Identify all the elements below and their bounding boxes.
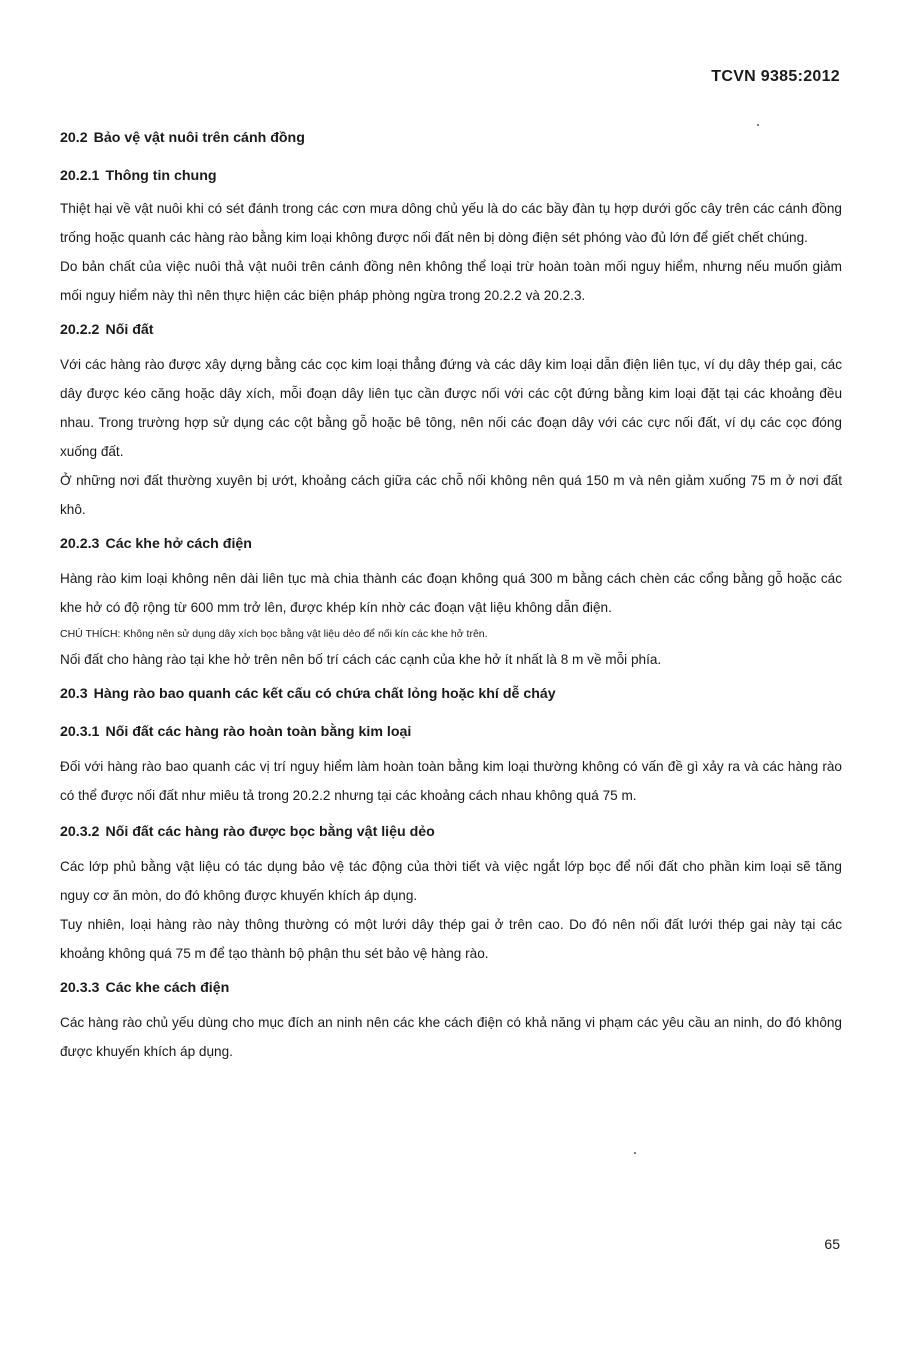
section-number: 20.3 bbox=[60, 686, 88, 702]
standard-code: TCVN 9385:2012 bbox=[711, 68, 840, 85]
section-heading-20-3-1 bbox=[60, 722, 842, 742]
section-heading-20-2-1 bbox=[60, 166, 842, 186]
section-title: Hàng rào bao quanh các kết cấu có chứa chất lỏng hoặc khí dễ cháy bbox=[93, 686, 556, 702]
paragraph: Đối với hàng rào bao quanh các vị trí nguy hiểm làm hoàn toàn bằng kim loại thường không có vấn đề gì xảy ra và các hàng rào có thể được nối đất như miêu tả trong 20.2.2 nhưng tại các khoảng cách nhau không quá 75 m. bbox=[60, 759, 842, 803]
section-title: Thông tin chung bbox=[105, 168, 217, 184]
section-title: Các khe cách điện bbox=[105, 980, 230, 996]
section-title: Các khe hở cách điện bbox=[105, 536, 252, 552]
paragraph: Các hàng rào chủ yếu dùng cho mục đích an ninh nên các khe cách điện có khả năng vi phạm các yêu cầu an ninh, do đó không được khuyến khích áp dụng. bbox=[60, 1015, 842, 1059]
scan-speck bbox=[634, 1152, 636, 1154]
section-number: 20.2.3 bbox=[60, 536, 100, 552]
paragraph: Do bản chất của việc nuôi thả vật nuôi trên cánh đồng nên không thể loại trừ hoàn toàn mối nguy hiểm, nhưng nếu muốn giảm mối nguy hiểm này thì nên thực hiện các biện pháp phòng ngừa trong 20.2.2 và 20.2.3. bbox=[60, 259, 842, 303]
page-content bbox=[60, 128, 842, 1066]
paragraph: Tuy nhiên, loại hàng rào này thông thường có một lưới dây thép gai ở trên cao. Do đó nên nối đất lưới thép gai này tại các khoảng không quá 75 m để tạo thành bộ phận thu sét bảo vệ hàng rào. bbox=[60, 917, 842, 961]
section-heading-20-2-3 bbox=[60, 534, 842, 554]
section-heading-20-3 bbox=[60, 684, 842, 704]
section-title: Nối đất bbox=[105, 322, 154, 338]
section-number: 20.3.3 bbox=[60, 980, 100, 996]
section-heading-20-3-3 bbox=[60, 978, 842, 998]
section-heading-20-3-2 bbox=[60, 822, 842, 842]
section-number: 20.2 bbox=[60, 130, 88, 146]
paragraph: Nối đất cho hàng rào tại khe hở trên nên bố trí cách các cạnh của khe hở ít nhất là 8 m về mỗi phía. bbox=[60, 652, 662, 667]
note: CHÚ THÍCH: Không nên sử dụng dây xích bọc bằng vật liệu dẻo để nối kín các khe hở trên. bbox=[60, 628, 488, 640]
section-title: Nối đất các hàng rào hoàn toàn bằng kim loại bbox=[105, 724, 412, 740]
section-heading-20-2-2 bbox=[60, 320, 842, 340]
section-number: 20.3.2 bbox=[60, 824, 100, 840]
section-title: Nối đất các hàng rào được bọc bằng vật liệu dẻo bbox=[105, 824, 435, 840]
section-heading-20-2 bbox=[60, 128, 842, 148]
section-number: 20.2.1 bbox=[60, 168, 100, 184]
paragraph: Thiệt hại về vật nuôi khi có sét đánh trong các cơn mưa dông chủ yếu là do các bầy đàn tụ hợp dưới gốc cây trên các cánh đồng trống hoặc quanh các hàng rào bằng kim loại không được nối đất nên bị dòng điện sét phóng vào đủ lớn để giết chết chúng. bbox=[60, 201, 842, 245]
paragraph: Ở những nơi đất thường xuyên bị ướt, khoảng cách giữa các chỗ nối không nên quá 150 m và nên giảm xuống 75 m ở nơi đất khô. bbox=[60, 473, 842, 517]
section-number: 20.2.2 bbox=[60, 322, 100, 338]
paragraph: Các lớp phủ bằng vật liệu có tác dụng bảo vệ tác động của thời tiết và việc ngắt lớp bọc để nối đất cho phần kim loại sẽ tăng nguy cơ ăn mòn, do đó không được khuyến khích áp dụng. bbox=[60, 859, 842, 903]
paragraph: Hàng rào kim loại không nên dài liên tục mà chia thành các đoạn không quá 300 m bằng cách chèn các cổng bằng gỗ hoặc các khe hở có độ rộng từ 600 mm trở lên, được khép kín nhờ các đoạn vật liệu không dẫn điện. bbox=[60, 571, 842, 615]
scan-speck bbox=[757, 124, 759, 126]
section-title: Bảo vệ vật nuôi trên cánh đồng bbox=[93, 130, 305, 146]
section-number: 20.3.1 bbox=[60, 724, 100, 740]
paragraph: Với các hàng rào được xây dựng bằng các cọc kim loại thẳng đứng và các dây kim loại dẫn điện liên tục, ví dụ dây thép gai, các dây được kéo căng hoặc dây xích, mỗi đoạn dây liên tục cần được nối với các cột đứng bằng kim loại đặt tại các khoảng đều nhau. Trong trường hợp sử dụng các cột bằng gỗ hoặc bê tông, nên nối các đoạn dây với các cực nối đất, ví dụ các cọc đóng xuống đất. bbox=[60, 357, 842, 459]
page-number: 65 bbox=[824, 1236, 840, 1252]
